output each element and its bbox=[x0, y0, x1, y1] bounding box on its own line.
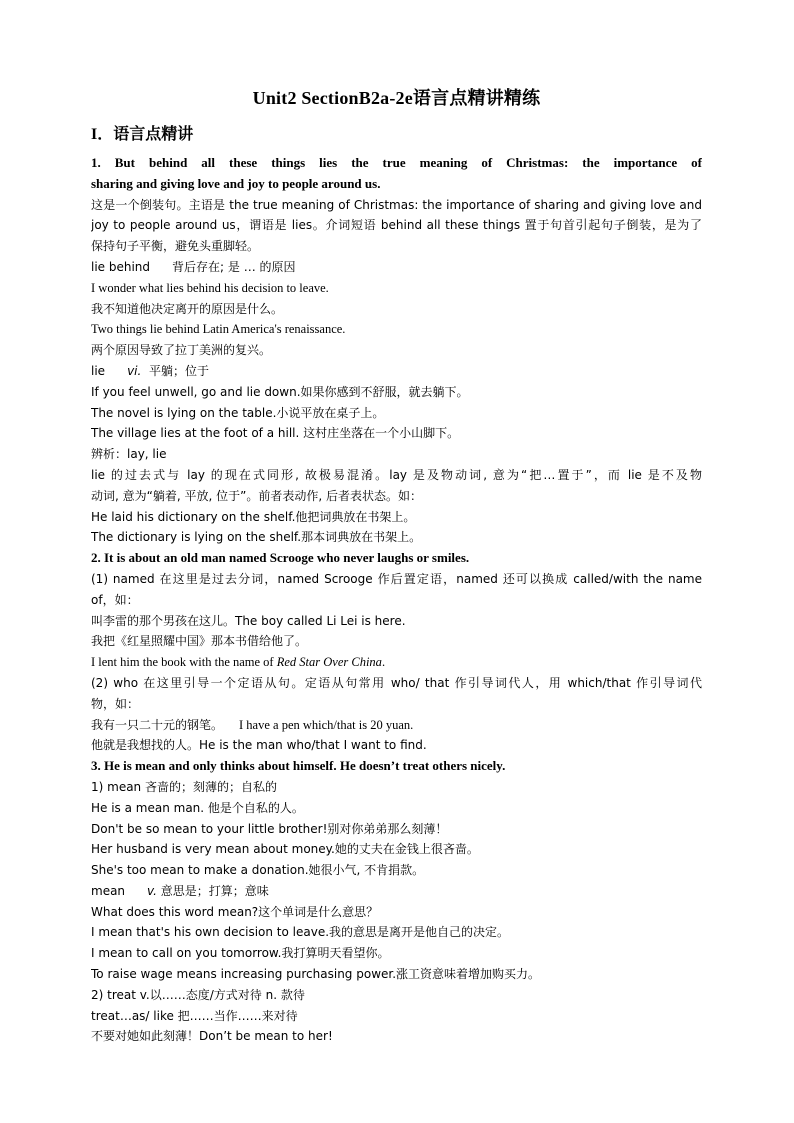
example-sentence: He laid his dictionary on the shelf.他把词典放在书架上。 bbox=[91, 509, 416, 524]
item3-heading: 3. He is mean and only thinks about himself. He doesn’t treat others nicely. bbox=[91, 758, 506, 774]
example-sentence: 叫李雷的那个男孩在这儿。The boy called Li Lei is here. bbox=[91, 613, 406, 628]
example-sentence: I wonder what lies behind his decision to leave. bbox=[91, 280, 329, 295]
example-sentence: Don't be so mean to your little brother!别对你弟弟那么刻薄！ bbox=[91, 821, 448, 836]
example-sentence: 不要对她如此刻薄！Don’t be mean to her! bbox=[91, 1029, 333, 1044]
item2-heading: 2. It is about an old man named Scrooge who never laughs or smiles. bbox=[91, 550, 470, 566]
treat-phrase: treat…as/ like 把……当作……来对待 bbox=[91, 1008, 298, 1023]
part-of-speech: vi. bbox=[127, 363, 142, 378]
example-sentence: He is a mean man. 他是个自私的人。 bbox=[91, 800, 304, 815]
distinction-label: 辨析：lay, lie bbox=[91, 447, 167, 462]
example-sentence: Two things lie behind Latin America's renaissance. bbox=[91, 322, 346, 337]
example-sentence: To raise wage means increasing purchasing power.涨工资意味着增加购买力。 bbox=[91, 967, 541, 982]
item1-explanation-line1: 这是一个倒装句。主语是 the true meaning of Christmas: the importance of sharing and giving love and bbox=[91, 197, 702, 212]
term: mean bbox=[91, 883, 126, 898]
term: lie behind bbox=[91, 259, 151, 274]
example-sentence: The village lies at the foot of a hill. 这村庄坐落在一个小山脚下。 bbox=[91, 426, 460, 441]
sentence-end: . bbox=[381, 655, 386, 670]
term: lie bbox=[91, 363, 106, 378]
section-heading: I．语言点精讲 bbox=[91, 126, 194, 143]
mean-verb-definition bbox=[91, 881, 702, 902]
example-sentence: Her husband is very mean about money.她的丈夫在金钱上很吝啬。 bbox=[91, 842, 479, 857]
example-sentence bbox=[91, 715, 702, 736]
item1-heading-line2: sharing and giving love and joy to people around us. bbox=[91, 175, 381, 191]
item2-point1-line1: (1) named 在这里是过去分词，named Scrooge 作后置定语，named 还可以换成 called/with the name bbox=[91, 571, 702, 586]
example-sentence: The dictionary is lying on the shelf.那本词典放在书架上。 bbox=[91, 530, 422, 545]
example-sentence: I mean that's his own decision to leave.我的意思是离开是他自己的决定。 bbox=[91, 925, 510, 940]
treat-definition: 2) treat v.以……态度/方式对待 n. 款待 bbox=[91, 987, 305, 1002]
item1-explanation-line2: joy to people around us，谓语是 lies。介词短语 behind all these things 置于句首引起句子倒装，是为了 bbox=[91, 218, 702, 233]
example-sentence: The novel is lying on the table.小说平放在桌子上。 bbox=[91, 405, 385, 420]
definition: 背后存在; 是 … 的原因 bbox=[172, 259, 296, 274]
example-sentence bbox=[91, 652, 702, 673]
book-title: Red Star Over China bbox=[276, 655, 382, 670]
sentence-text: I lent him the book with the name of bbox=[91, 655, 277, 670]
item2-point2-line1: (2) who 在这里引导一个定语从句。定语从句常用 who/ that 作引导词代人，用 which/that 作引导词代 bbox=[91, 675, 702, 690]
example-sentence: What does this word mean?这个单词是什么意思？ bbox=[91, 904, 379, 919]
item2-point1-line2: of，如： bbox=[91, 592, 139, 607]
lie-definition bbox=[91, 361, 702, 382]
example-sentence: She's too mean to make a donation.她很小气, 不肯捐款。 bbox=[91, 863, 425, 878]
part-of-speech: v. bbox=[147, 883, 157, 898]
item1-explanation-line3: 保持句子平衡，避免头重脚轻。 bbox=[91, 239, 260, 254]
definition: 平躺；位于 bbox=[148, 363, 209, 378]
example-sentence: If you feel unwell, go and lie down.如果你感到不舒服，就去躺下。 bbox=[91, 384, 469, 399]
example-translation: 我有一只二十元的钢笔。 bbox=[91, 717, 224, 732]
example-sentence: 我把《红星照耀中国》那本书借给他了。 bbox=[91, 634, 308, 649]
example-translation: 我不知道他决定离开的原因是什么。 bbox=[91, 301, 284, 316]
mean-adjective-definition: 1) mean 吝啬的；刻薄的；自私的 bbox=[91, 779, 277, 794]
distinction-text-line2: 动词, 意为“躺着, 平放, 位于”。前者表动作, 后者表状态。如： bbox=[91, 488, 422, 503]
distinction-text-line1: lie 的过去式与 lay 的现在式同形, 故极易混淆。lay 是及物动词, 意为“把…置于”，而 lie 是不及物 bbox=[91, 467, 702, 482]
example-translation: 两个原因导致了拉丁美洲的复兴。 bbox=[91, 343, 272, 358]
item1-heading-line1: 1. But behind all these things lies the true meaning of Christmas: the importance of bbox=[91, 155, 702, 170]
example-english: I have a pen which/that is 20 yuan. bbox=[239, 717, 414, 732]
item2-point2-line2: 物，如： bbox=[91, 696, 140, 711]
definition: 意思是；打算；意味 bbox=[160, 883, 269, 898]
lie-behind-definition bbox=[91, 257, 702, 278]
document-title: Unit2 SectionB2a-2e语言点精讲精练 bbox=[252, 88, 541, 108]
example-sentence: 他就是我想找的人。He is the man who/that I want to find. bbox=[91, 738, 427, 753]
example-sentence: I mean to call on you tomorrow.我打算明天看望你。 bbox=[91, 946, 390, 961]
